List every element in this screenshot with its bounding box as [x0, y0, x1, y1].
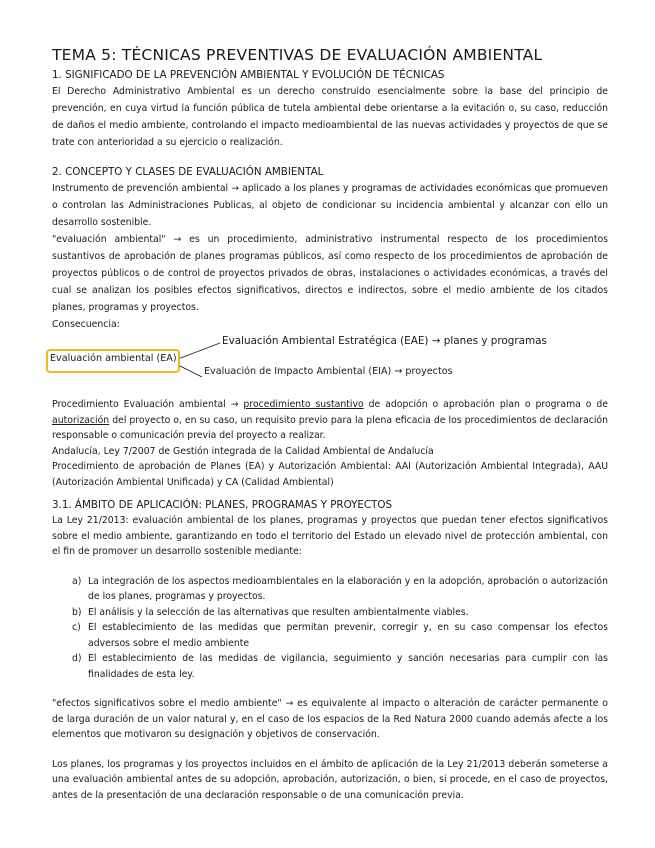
- section-1-body: El Derecho Administrativo Ambiental es un derecho construido esencialmente sobre la base del principio de prevención, en cuya virtud la función pública de tutela ambiental debe orientarse a la evitación o, su caso, reducción de daños el medio ambiente, controlando el impacto medioambiental de las nuevas actividades y proyectos de que se trate con anterioridad a su ejercicio o realización.: [52, 86, 608, 148]
- procedimiento-sustantivo-underlined: procedimiento sustantivo: [243, 399, 364, 410]
- list-item: [72, 620, 608, 651]
- ea-label: Evaluación ambiental (EA): [50, 353, 177, 364]
- eia-label: Evaluación de Impacto Ambiental (EIA) → proyectos: [204, 366, 453, 377]
- list-marker: a): [72, 575, 82, 587]
- list-item: [72, 605, 608, 621]
- consecuencia-label: Consecuencia:: [52, 319, 120, 330]
- section-3-1-intro: La Ley 21/2013: evaluación ambiental de los planes, programas y proyectos que puedan tener efectos significativos sobre el medio ambiente, garantizando en todo el territorio del Estado un elevado nivel de protección ambiental, con el fin de promover un desarrollo sostenible mediante:: [52, 515, 608, 557]
- list-marker: c): [72, 622, 81, 633]
- list-marker: d): [72, 653, 82, 664]
- section-3-1-heading: 3.1. ÁMBITO DE APLICACIÓN: PLANES, PROGRAMAS Y PROYECTOS: [52, 499, 393, 511]
- section-2-paragraph-2: "evaluación ambiental" → es un procedimiento, administrativo instrumental respecto de los procedimientos sustantivos de aprobación de planes programas públicos, así como respecto de los procedimientos de aprobación de proyectos públicos o de control de proyectos privados de obras, instalaciones o actividades económicas, a través del cual se analizan los posibles efectos significativos, directos e indirectos, sobre el medio ambiente de los citados planes, programas y proyectos.: [52, 234, 608, 313]
- evaluation-types-diagram: [52, 333, 608, 389]
- document-page: [52, 46, 608, 803]
- eae-label: Evaluación Ambiental Estratégica (EAE) → planes y programas: [222, 335, 547, 347]
- list-item-text: El establecimiento de las medidas que permitan prevenir, corregir y, en su caso compensar los efectos adversos sobre el medio ambiente: [88, 622, 608, 649]
- procedimiento-paragraph: [52, 397, 608, 444]
- page-title: TEMA 5: TÉCNICAS PREVENTIVAS DE EVALUACIÓN AMBIENTAL: [52, 46, 543, 64]
- section-1-heading: 1. SIGNIFICADO DE LA PREVENCIÓN AMBIENTAL Y EVOLUCIÓN DE TÉCNICAS: [52, 69, 445, 81]
- procedimiento-text-b: de adopción o aprobación plan o programa o de: [363, 399, 608, 410]
- procedimiento-text-a: Procedimiento Evaluación ambiental →: [52, 399, 244, 410]
- section-2-paragraph-1: Instrumento de prevención ambiental → aplicado a los planes y programas de actividades económicas que promueven o controlan las Administraciones Publicas, al objeto de condicionar su incidencia ambiental y alcanzar con ello un desarrollo sostenible.: [52, 183, 608, 228]
- list-item-text: El análisis y la selección de las alternativas que resulten ambientalmente viables.: [88, 606, 469, 618]
- list-item: [72, 651, 608, 682]
- planes-programas-paragraph: Los planes, los programas y los proyectos incluidos en el ámbito de aplicación de la Ley 21/2013 deberán someterse a una evaluación ambiental antes de su adopción, aprobación, autorización, o bien, si procede, en el caso de proyectos, antes de la presentación de una declaración responsable o de una comunicación previa.: [52, 758, 608, 801]
- andalucia-law: Andalucía, Ley 7/2007 de Gestión integrada de la Calidad Ambiental de Andalucía: [52, 445, 434, 457]
- procedimiento-text-c: del proyecto o, en su caso, un requisito previo para la plena eficacia de los procedimientos de declaración responsable o comunicación previa del proyecto a realizar.: [52, 414, 608, 441]
- section-2-heading: 2. CONCEPTO Y CLASES DE EVALUACIÓN AMBIENTAL: [52, 166, 324, 178]
- measures-list: [52, 574, 608, 683]
- list-item: [72, 574, 608, 605]
- list-item-text: El establecimiento de las medidas de vigilancia, seguimiento y sanción necesarias para cumplir con las finalidades de esta ley.: [88, 653, 608, 680]
- autorizacion-underlined: autorización: [52, 414, 110, 426]
- efectos-significativos-paragraph: "efectos significativos sobre el medio ambiente" → es equivalente al impacto o alteración de carácter permanente o de larga duración de un valor natural y, en el caso de los espacios de la Red Natura 2000 cuando además afecte a los elementos que motivaron su designación y objetivos de conservación.: [52, 698, 608, 740]
- procedimiento-aprobacion: Procedimiento de aprobación de Planes (EA) y Autorización Ambiental: AAI (Autorización Ambiental Integrada), AAU (Autorización Ambiental Unificada) y CA (Calidad Ambiental): [52, 461, 608, 488]
- list-item-text: La integración de los aspectos medioambientales en la elaboración y en la adopción, aprobación o autorización de los planes, programas y proyectos.: [88, 575, 608, 602]
- list-marker: b): [72, 606, 82, 618]
